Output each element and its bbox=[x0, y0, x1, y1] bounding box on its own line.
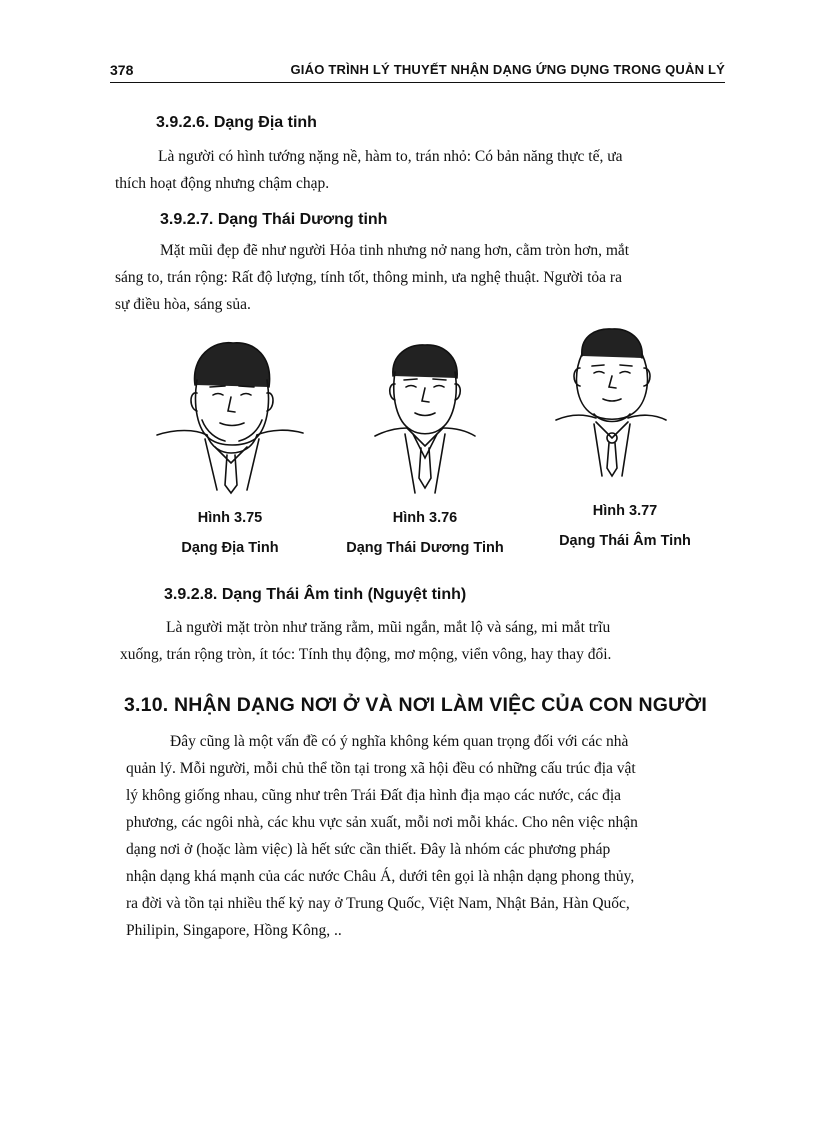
section-heading-3-9-2-8: 3.9.2.8. Dạng Thái Âm tinh (Nguyệt tinh) bbox=[164, 586, 467, 603]
paragraph-line: phương, các ngôi nhà, các khu vực sản xuất, mỗi nơi mỗi khác. Cho nên việc nhận bbox=[126, 814, 638, 831]
paragraph-line: ra đời và tồn tại nhiều thế kỷ nay ở Trung Quốc, Việt Nam, Nhật Bản, Hàn Quốc, bbox=[126, 895, 630, 912]
paragraph-3-9-2-7 bbox=[115, 237, 727, 318]
figure-caption-3-76 bbox=[335, 503, 515, 563]
paragraph-line: Philipin, Singapore, Hồng Kông, .. bbox=[126, 922, 342, 939]
paragraph-line: thích hoạt động nhưng chậm chạp. bbox=[115, 175, 330, 192]
paragraph-line: Đây cũng là một vấn đề có ý nghĩa không kém quan trọng đối với các nhà bbox=[170, 733, 629, 750]
paragraph-line: nhận dạng khá mạnh của các nước Châu Á, dưới tên gọi là nhận dạng phong thủy, bbox=[126, 868, 635, 885]
paragraph-line: lý không giống nhau, cũng như trên Trái Đất địa hình địa mạo các nước, các địa bbox=[126, 787, 622, 804]
section-heading-3-9-2-7: 3.9.2.7. Dạng Thái Dương tinh bbox=[160, 211, 388, 228]
paragraph-3-9-2-6 bbox=[115, 143, 727, 197]
figure-number: Hình 3.75 bbox=[197, 510, 263, 526]
paragraph-3-10 bbox=[126, 728, 741, 944]
paragraph-3-9-2-8 bbox=[120, 614, 732, 668]
running-title: GIÁO TRÌNH LÝ THUYẾT NHẬN DẠNG ỨNG DỤNG TRONG QUẢN LÝ bbox=[290, 62, 725, 77]
figure-3-75-illustration bbox=[155, 335, 305, 495]
figure-name: Dạng Địa Tinh bbox=[181, 540, 279, 556]
figure-number: Hình 3.76 bbox=[392, 510, 458, 526]
paragraph-line: sáng to, trán rộng: Rất độ lượng, tính tốt, thông minh, ưa nghệ thuật. Người tỏa ra bbox=[115, 269, 622, 286]
paragraph-line: dạng nơi ở (hoặc làm việc) là hết sức cần thiết. Đây là nhóm các phương pháp bbox=[126, 841, 611, 858]
portrait-thai-am-tinh-icon bbox=[556, 326, 666, 486]
paragraph-line: quản lý. Mỗi người, mỗi chủ thể tồn tại trong xã hội đều có những cấu trúc địa vật bbox=[126, 760, 636, 777]
figure-caption-3-77 bbox=[545, 496, 705, 556]
figure-3-76-illustration bbox=[375, 338, 475, 498]
page-header bbox=[110, 60, 725, 83]
paragraph-line: Là người có hình tướng nặng nề, hàm to, trán nhỏ: Có bản năng thực tế, ưa bbox=[158, 148, 623, 165]
section-heading-3-9-2-6: 3.9.2.6. Dạng Địa tinh bbox=[156, 114, 317, 131]
figure-number: Hình 3.77 bbox=[592, 503, 658, 519]
portrait-dia-tinh-icon bbox=[155, 335, 305, 495]
paragraph-line: xuống, trán rộng tròn, ít tóc: Tính thụ động, mơ mộng, viển vông, hay thay đổi. bbox=[120, 646, 612, 663]
paragraph-line: Mặt mũi đẹp đẽ như người Hỏa tinh nhưng nở nang hơn, cằm tròn hơn, mắt bbox=[160, 242, 630, 259]
portrait-thai-duong-tinh-icon bbox=[375, 338, 475, 498]
figure-name: Dạng Thái Âm Tinh bbox=[559, 533, 691, 549]
figure-name: Dạng Thái Dương Tinh bbox=[346, 540, 504, 556]
figure-3-77-illustration bbox=[556, 326, 666, 486]
section-heading-3-10: 3.10. NHẬN DẠNG NƠI Ở VÀ NƠI LÀM VIỆC CỦA CON NGƯỜI bbox=[124, 694, 707, 716]
figure-caption-3-75 bbox=[160, 503, 300, 563]
page-number: 378 bbox=[110, 62, 134, 78]
paragraph-line: sự điều hòa, sáng sủa. bbox=[115, 296, 251, 313]
paragraph-line: Là người mặt tròn như trăng rằm, mũi ngắn, mắt lộ và sáng, mi mắt trĩu bbox=[166, 619, 611, 636]
